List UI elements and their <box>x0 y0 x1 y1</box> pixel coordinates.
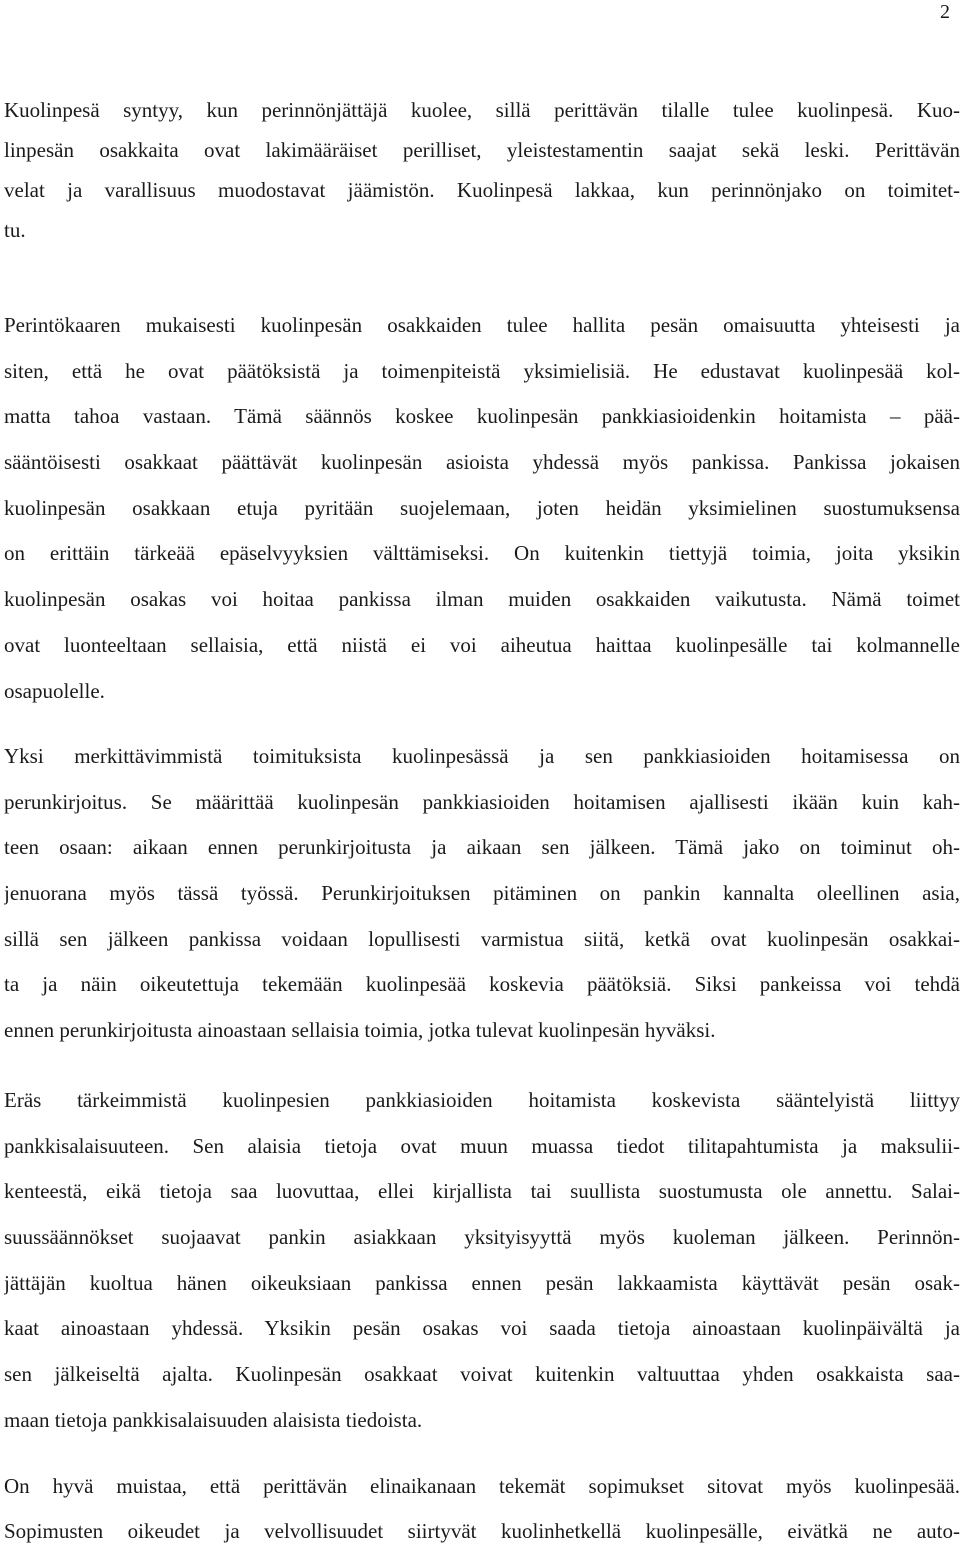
text-line: Sopimusten oikeudet ja velvollisuudet siirtyvät kuolinhetkellä kuolinpesälle, eivätkä ne auto- <box>4 1519 960 1543</box>
text-line: Yksi merkittävimmistä toimituksista kuolinpesässä ja sen pankkiasioiden hoitamisessa on <box>4 744 960 768</box>
text-line: ta ja näin oikeutettuja tekemään kuolinpesää koskevia päätöksiä. Siksi pankeissa voi tehdä <box>4 972 960 997</box>
text-line: tu. <box>4 218 26 242</box>
paragraph-1 <box>4 90 960 250</box>
text-line: teen osaan: aikaan ennen perunkirjoitusta ja aikaan sen jälkeen. Tämä jako on toiminut oh- <box>4 835 960 860</box>
text-line: osapuolelle. <box>4 678 105 703</box>
text-line: ennen perunkirjoitusta ainoastaan sellaisia toimia, jotka tulevat kuolinpesän hyväksi. <box>4 1018 716 1043</box>
text-line: On hyvä muistaa, että perittävän elinaikanaan tekemät sopimukset sitovat myös kuolinpesää. <box>4 1474 960 1498</box>
paragraph-2 <box>4 303 960 714</box>
text-line: suussäännökset suojaavat pankin asiakkaan yksityisyyttä myös kuoleman jälkeen. Perinnön- <box>4 1225 960 1250</box>
page-number: 2 <box>940 1 950 23</box>
text-line: perunkirjoitus. Se määrittää kuolinpesän pankkiasioiden hoitamisen ajallisesti ikään kuin kah- <box>4 789 960 814</box>
text-line: kaat ainoastaan yhdessä. Yksikin pesän osakas voi saada tietoja ainoastaan kuolinpäivältä ja <box>4 1316 960 1341</box>
text-line: jättäjän kuoltua hänen oikeuksiaan pankissa ennen pesän lakkaamista käyttävät pesän osak- <box>4 1270 960 1295</box>
text-line: velat ja varallisuus muodostavat jäämistön. Kuolinpesä lakkaa, kun perinnönjako on toimitet- <box>4 178 960 202</box>
text-line: sääntöisesti osakkaat päättävät kuolinpesän asioista yhdessä myös pankissa. Pankissa jokaisen <box>4 450 960 475</box>
paragraph-3 <box>4 734 960 1054</box>
text-line: linpesän osakkaita ovat lakimääräiset perilliset, yleistestamentin saajat sekä leski. Perittävän <box>4 138 960 162</box>
text-line: kuolinpesän osakas voi hoitaa pankissa ilman muiden osakkaiden vaikutusta. Nämä toimet <box>4 587 960 612</box>
text-line: siten, että he ovat päätöksistä ja toimenpiteistä yksimielisiä. He edustavat kuolinpesää kol- <box>4 358 960 383</box>
text-line: jenuorana myös tässä työssä. Perunkirjoituksen pitäminen on pankin kannalta oleellinen asia, <box>4 881 960 906</box>
text-line: kenteestä, eikä tietoja saa luovuttaa, ellei kirjallista tai suullista suostumusta ole annettu. Salai- <box>4 1179 960 1204</box>
text-line: maan tietoja pankkisalaisuuden alaisista tiedoista. <box>4 1407 423 1432</box>
paragraph-4 <box>4 1078 960 1444</box>
text-line: matta tahoa vastaan. Tämä säännös koskee kuolinpesän pankkiasioidenkin hoitamista – pää- <box>4 404 960 429</box>
text-line: kuolinpesän osakkaan etuja pyritään suojelemaan, joten heidän yksimielinen suostumuksensa <box>4 495 960 520</box>
text-line: Kuolinpesä syntyy, kun perinnönjättäjä kuolee, sillä perittävän tilalle tulee kuolinpesä. Kuo- <box>4 98 960 122</box>
text-line: ovat luonteeltaan sellaisia, että niistä ei voi aiheutua haittaa kuolinpesälle tai kolmannelle <box>4 632 960 657</box>
text-line: Perintökaaren mukaisesti kuolinpesän osakkaiden tulee hallita pesän omaisuutta yhteisesti ja <box>4 313 960 337</box>
text-line: sen jälkeiseltä ajalta. Kuolinpesän osakkaat voivat kuitenkin valtuuttaa yhden osakkaista saa- <box>4 1362 960 1387</box>
text-line: Eräs tärkeimmistä kuolinpesien pankkiasioiden hoitamista koskevista sääntelyistä liittyy <box>4 1088 960 1112</box>
text-line: pankkisalaisuuteen. Sen alaisia tietoja ovat muun muassa tiedot tilitapahtumista ja maksulii- <box>4 1133 960 1158</box>
paragraph-5 <box>4 1464 960 1554</box>
text-line: sillä sen jälkeen pankissa voidaan lopullisesti varmistua siitä, ketkä ovat kuolinpesän osakkai- <box>4 926 960 951</box>
text-line: on erittäin tärkeää epäselvyyksien välttämiseksi. On kuitenkin tiettyjä toimia, joita yksikin <box>4 541 960 566</box>
